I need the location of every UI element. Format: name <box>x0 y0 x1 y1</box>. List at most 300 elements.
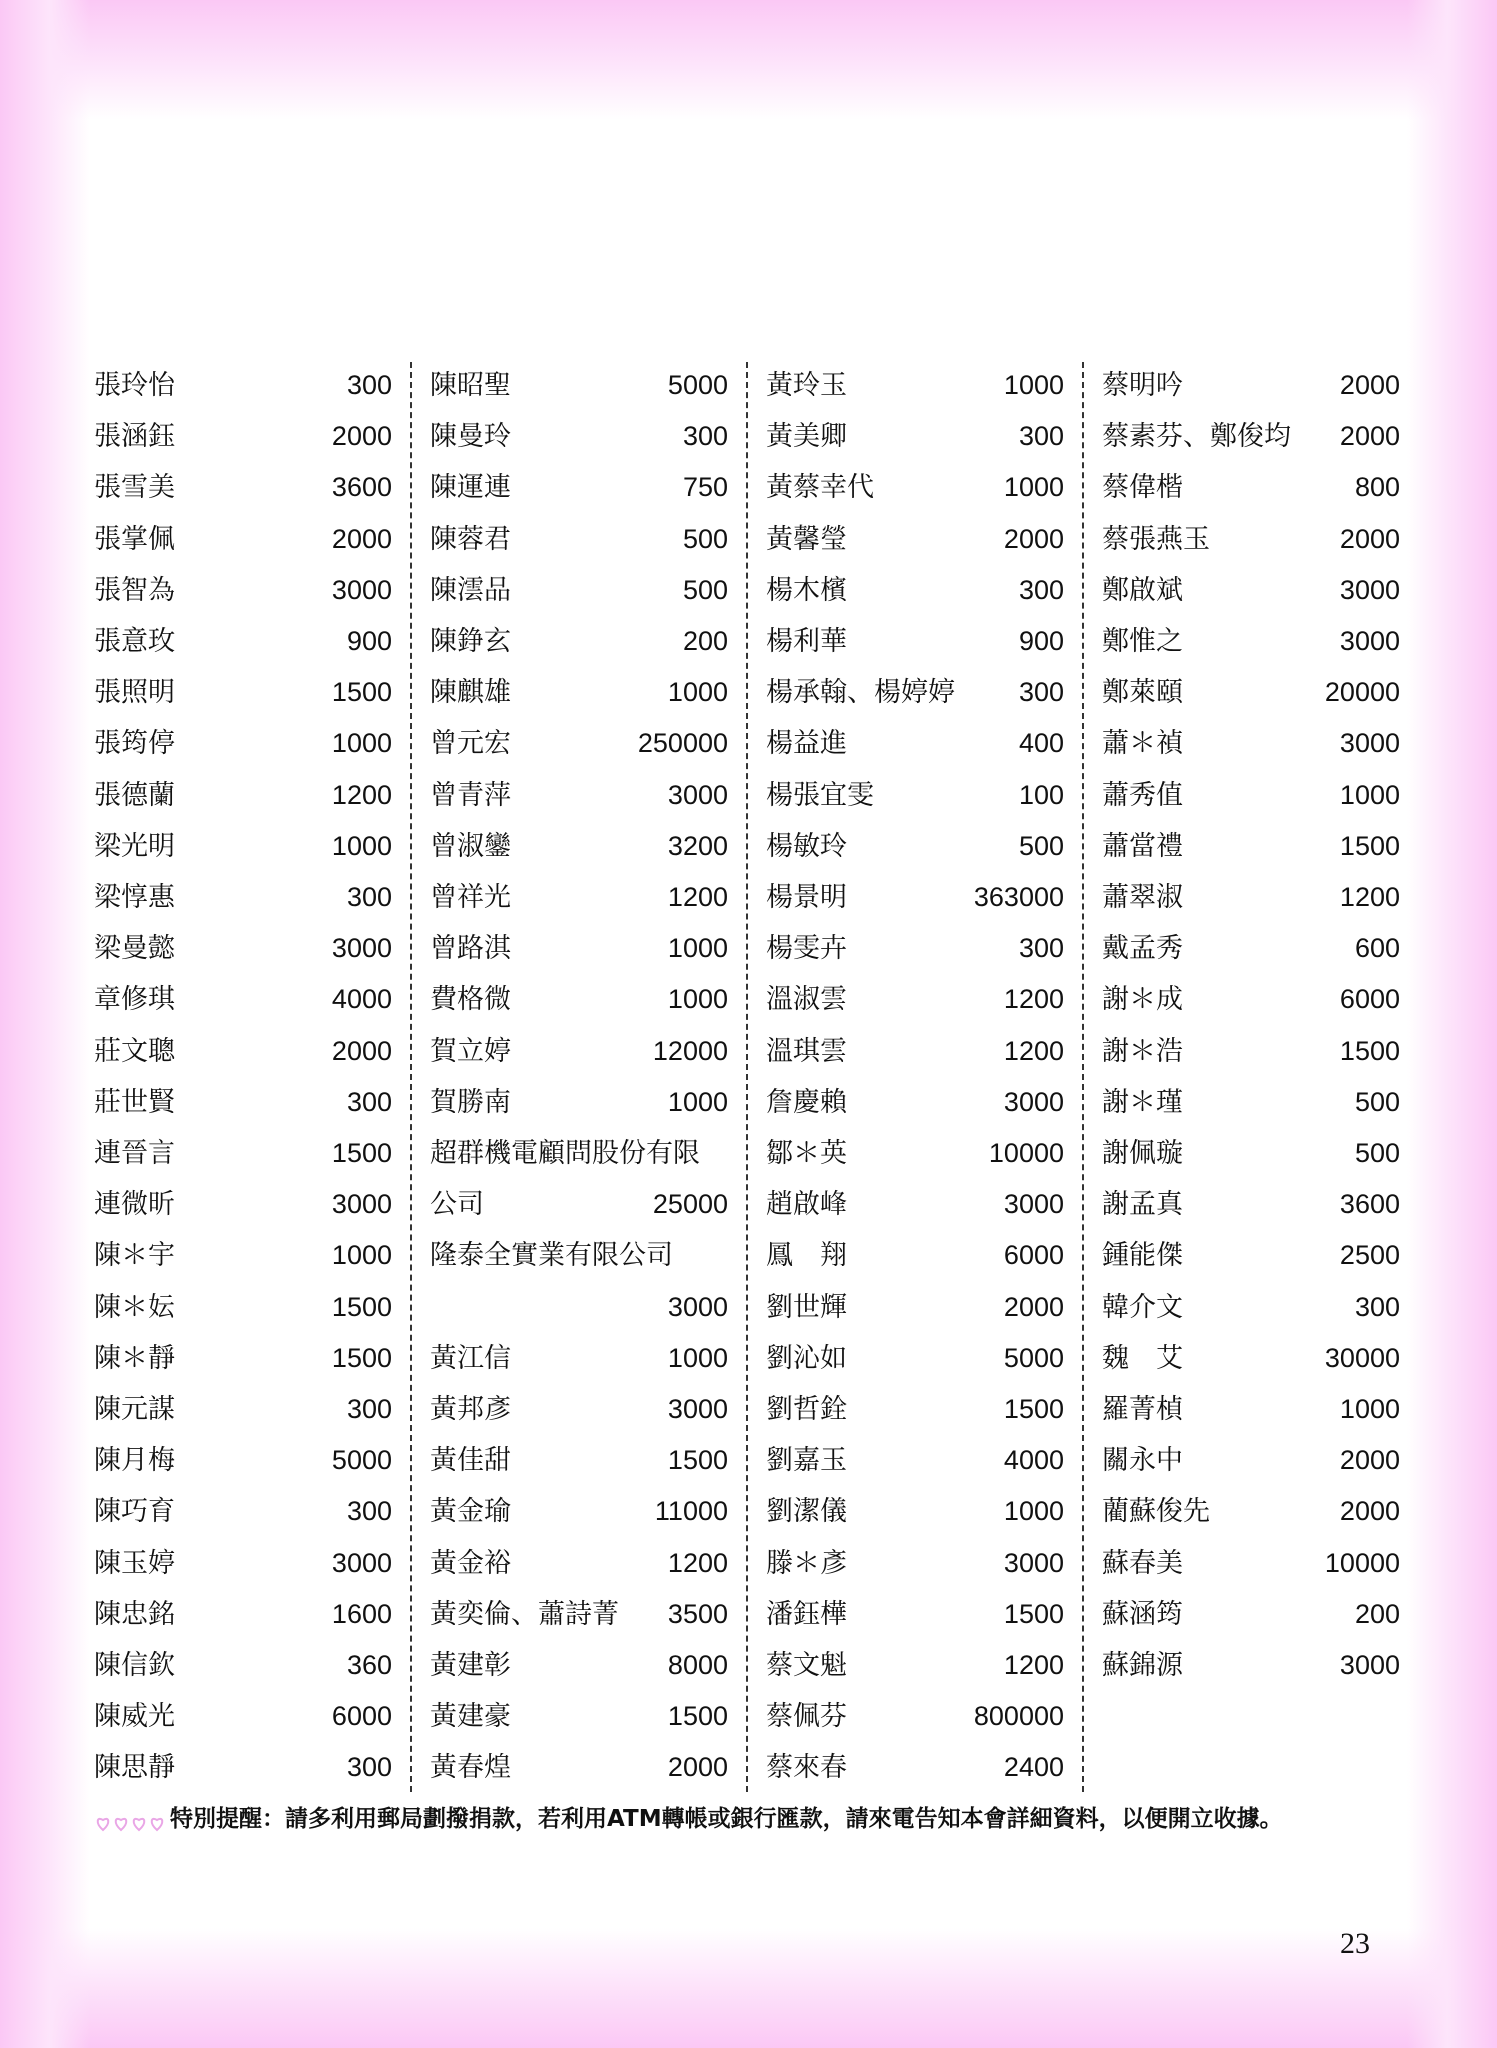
donor-row <box>424 1435 728 1486</box>
donation-amount: 1500 <box>331 1342 392 1373</box>
donor-row <box>760 360 1064 411</box>
donor-name: 詹慶賴 <box>766 1086 847 1118</box>
donor-row <box>760 1230 1064 1281</box>
donor-name: 賀勝南 <box>430 1086 511 1118</box>
donor-name: 陳＊靜 <box>94 1342 175 1374</box>
donation-amount: 2000 <box>1003 1291 1064 1322</box>
donor-name: 梁曼懿 <box>94 933 175 965</box>
donor-row <box>424 1691 728 1742</box>
donor-name: 費格微 <box>430 984 511 1016</box>
donation-amount: 250000 <box>637 728 728 759</box>
donor-row <box>1096 1333 1400 1384</box>
donation-amount: 750 <box>682 472 728 503</box>
donor-name: 張意玫 <box>94 626 175 657</box>
donation-amount: 500 <box>682 574 728 605</box>
donor-name: 黃馨瑩 <box>766 523 847 555</box>
donor-name: 楊利華 <box>766 626 847 657</box>
donor-name: 張涵鈺 <box>94 421 175 453</box>
donor-name: 隆泰全實業有限公司 <box>430 1240 673 1272</box>
donor-row <box>1096 667 1400 718</box>
donor-row <box>760 1128 1064 1179</box>
donor-row <box>88 974 392 1025</box>
donor-row <box>88 1230 392 1281</box>
donor-row <box>424 1128 728 1179</box>
donor-row <box>88 360 392 411</box>
donor-name: 謝＊成 <box>1102 984 1183 1016</box>
donation-amount: 1500 <box>667 1445 728 1476</box>
donor-name: 張照明 <box>94 677 175 709</box>
donor-name: 蔡素芬、鄭俊均 <box>1102 421 1291 453</box>
column-divider <box>1082 362 1084 1792</box>
donor-name: 楊雯卉 <box>766 933 847 965</box>
donor-name: 陳蓉君 <box>430 523 511 555</box>
donation-amount: 8000 <box>667 1650 728 1680</box>
donation-amount: 300 <box>346 1394 392 1424</box>
donor-row <box>1096 872 1400 923</box>
donor-row <box>424 1486 728 1537</box>
donor-name: 蕭秀值 <box>1102 779 1183 811</box>
donation-amount: 30000 <box>1324 1342 1400 1373</box>
donor-row <box>88 616 392 667</box>
donor-name: 梁惇惠 <box>94 882 175 913</box>
donor-row <box>1096 1384 1400 1435</box>
donation-amount: 360 <box>346 1650 392 1680</box>
donor-name: 鍾能傑 <box>1102 1240 1183 1272</box>
donor-name: 蘇涵筠 <box>1102 1598 1183 1630</box>
donation-amount: 300 <box>346 1086 392 1117</box>
donor-name: 鄭萊頤 <box>1102 677 1183 709</box>
donation-amount: 3000 <box>331 933 392 964</box>
donor-row <box>88 1691 392 1742</box>
donation-amount: 1200 <box>667 882 728 912</box>
donor-name: 蘇春美 <box>1102 1547 1183 1579</box>
donor-row <box>88 821 392 872</box>
donor-name: 黃金瑜 <box>430 1496 511 1528</box>
donation-amount: 400 <box>1018 728 1064 759</box>
donor-name: 潘鈺樺 <box>766 1598 847 1630</box>
donor-row <box>760 1435 1064 1486</box>
donor-name: 蔡文魁 <box>766 1650 847 1681</box>
donor-row <box>760 411 1064 462</box>
donor-row <box>760 1589 1064 1640</box>
donor-name: 楊益進 <box>766 728 847 760</box>
pink-frame-left <box>0 0 90 2048</box>
donor-row <box>760 565 1064 616</box>
donation-amount: 1500 <box>331 677 392 708</box>
donor-name: 藺蘇俊先 <box>1102 1496 1210 1528</box>
donation-amount: 900 <box>346 626 392 656</box>
donor-name: 溫淑雲 <box>766 984 847 1016</box>
donor-row <box>88 718 392 769</box>
donor-name: 陳威光 <box>94 1701 175 1733</box>
donor-name: 陳麒雄 <box>430 677 511 709</box>
donation-amount: 3000 <box>667 1291 728 1322</box>
donation-amount: 3000 <box>1339 728 1400 759</box>
donation-amount: 12000 <box>652 1035 728 1066</box>
donor-row <box>760 1640 1064 1691</box>
donor-name: 陳曼玲 <box>430 421 511 453</box>
donation-amount: 1500 <box>667 1701 728 1732</box>
donor-name: 張德蘭 <box>94 779 175 811</box>
donation-amount: 3000 <box>331 1189 392 1220</box>
donation-amount: 1000 <box>667 677 728 708</box>
donor-name: 劉世輝 <box>766 1291 847 1323</box>
donor-column-1 <box>88 360 406 1795</box>
donor-name: 蕭當禮 <box>1102 830 1183 862</box>
column-divider <box>410 362 412 1792</box>
donation-amount: 100 <box>1018 779 1064 810</box>
donation-amount: 500 <box>1354 1138 1400 1168</box>
donor-row <box>1096 1128 1400 1179</box>
donation-amount: 4000 <box>1003 1445 1064 1476</box>
donation-amount: 2000 <box>1003 523 1064 554</box>
donor-row <box>88 1128 392 1179</box>
donor-row <box>760 1077 1064 1128</box>
donor-name: 蘇錦源 <box>1102 1650 1183 1681</box>
donor-name: 陳元謀 <box>94 1394 175 1425</box>
donor-name: 黃建彰 <box>430 1650 511 1681</box>
donation-amount: 1000 <box>331 728 392 759</box>
donation-amount: 2000 <box>1339 523 1400 554</box>
donor-row <box>424 1230 728 1281</box>
donor-row <box>88 1435 392 1486</box>
donor-row <box>88 1333 392 1384</box>
donation-amount: 1500 <box>331 1138 392 1168</box>
donor-name: 溫琪雲 <box>766 1035 847 1067</box>
donation-amount: 200 <box>682 626 728 656</box>
donor-row <box>424 1640 728 1691</box>
hearts-icon <box>94 1808 168 1832</box>
donation-amount: 300 <box>1018 574 1064 605</box>
donation-amount: 1200 <box>1003 1035 1064 1066</box>
donor-row <box>1096 1282 1400 1333</box>
donor-name: 陳澐品 <box>430 574 511 606</box>
donation-amount: 500 <box>1018 830 1064 861</box>
donor-row <box>1096 923 1400 974</box>
donor-row <box>88 1077 392 1128</box>
donor-row <box>424 462 728 513</box>
donation-amount: 1000 <box>1003 370 1064 400</box>
donor-name: 楊敏玲 <box>766 830 847 862</box>
donor-name: 鄭惟之 <box>1102 626 1183 657</box>
donor-row <box>1096 1435 1400 1486</box>
donation-amount: 300 <box>346 370 392 400</box>
donation-amount: 1000 <box>331 1240 392 1271</box>
donation-amount: 2400 <box>1003 1752 1064 1783</box>
donor-row <box>424 1589 728 1640</box>
donor-name: 蔡來春 <box>766 1752 847 1784</box>
donation-amount: 3000 <box>1003 1086 1064 1117</box>
donation-amount: 300 <box>1018 933 1064 964</box>
donation-amount: 800 <box>1354 472 1400 503</box>
donor-row <box>760 1538 1064 1589</box>
donor-row <box>1096 1026 1400 1077</box>
donation-amount: 300 <box>346 1496 392 1527</box>
donor-row <box>424 514 728 565</box>
donor-row <box>424 616 728 667</box>
donor-row <box>1096 821 1400 872</box>
donation-amount: 3500 <box>667 1598 728 1629</box>
donor-row <box>424 411 728 462</box>
donation-amount: 2000 <box>331 421 392 452</box>
donor-name: 鳳 翔 <box>766 1240 847 1272</box>
donation-amount: 3600 <box>1339 1189 1400 1220</box>
donor-name: 章修琪 <box>94 984 175 1016</box>
donor-name: 陳＊宇 <box>94 1240 175 1272</box>
donor-row <box>88 514 392 565</box>
donor-name: 楊木檳 <box>766 574 847 606</box>
donation-amount: 1000 <box>667 1342 728 1373</box>
donor-name: 陳信欽 <box>94 1650 175 1681</box>
donor-row <box>760 1486 1064 1537</box>
donation-amount: 300 <box>346 1752 392 1783</box>
donor-row <box>424 974 728 1025</box>
donor-row <box>88 411 392 462</box>
donation-amount: 2000 <box>667 1752 728 1783</box>
donation-amount: 300 <box>1018 421 1064 452</box>
donor-row <box>424 565 728 616</box>
donation-amount: 1200 <box>667 1547 728 1578</box>
donation-amount: 1200 <box>331 779 392 810</box>
page-number: 23 <box>1340 1927 1370 1960</box>
donor-row <box>760 514 1064 565</box>
donor-name: 魏 艾 <box>1102 1342 1183 1374</box>
pink-frame-bottom <box>0 1928 1497 2048</box>
donor-row <box>1096 565 1400 616</box>
donor-name: 謝＊浩 <box>1102 1035 1183 1067</box>
donation-amount: 363000 <box>973 882 1064 912</box>
donor-row <box>424 1538 728 1589</box>
donor-name: 謝孟真 <box>1102 1189 1183 1221</box>
donor-name: 謝佩璇 <box>1102 1138 1183 1169</box>
donor-name: 蔡佩芬 <box>766 1701 847 1733</box>
donor-name: 羅菁楨 <box>1102 1394 1183 1425</box>
donor-name: 張筠停 <box>94 728 175 760</box>
donor-row <box>760 1179 1064 1230</box>
donor-row <box>1096 360 1400 411</box>
donor-name: 黃美卿 <box>766 421 847 453</box>
donation-amount: 6000 <box>1003 1240 1064 1271</box>
donor-row <box>760 667 1064 718</box>
donor-row <box>1096 1077 1400 1128</box>
donor-name: 蕭翠淑 <box>1102 882 1183 913</box>
donor-name: 陳昭聖 <box>430 370 511 401</box>
donor-row <box>760 821 1064 872</box>
donor-name: 陳巧育 <box>94 1496 175 1528</box>
donor-name: 公司 <box>430 1189 484 1221</box>
donation-amount: 5000 <box>1003 1342 1064 1373</box>
donor-name: 黃蔡幸代 <box>766 472 874 504</box>
donation-amount: 11000 <box>654 1496 728 1527</box>
donation-amount: 3000 <box>1003 1189 1064 1220</box>
donation-amount: 1000 <box>1003 1496 1064 1527</box>
donor-row <box>1096 514 1400 565</box>
donation-amount: 500 <box>682 523 728 554</box>
donor-row <box>1096 1179 1400 1230</box>
donation-amount: 1500 <box>1003 1394 1064 1424</box>
donor-name: 賀立婷 <box>430 1035 511 1067</box>
donor-row <box>1096 411 1400 462</box>
donation-amount: 10000 <box>988 1138 1064 1168</box>
donor-name: 楊承翰、楊婷婷 <box>766 677 955 709</box>
donor-row <box>424 1179 728 1230</box>
donor-row <box>760 1691 1064 1742</box>
donation-amount: 900 <box>1018 626 1064 656</box>
donor-row <box>760 1333 1064 1384</box>
donor-row <box>424 360 728 411</box>
donor-name: 黃春煌 <box>430 1752 511 1784</box>
donor-name: 黃佳甜 <box>430 1445 511 1477</box>
donation-amount: 2000 <box>1339 1496 1400 1527</box>
donor-row <box>424 1026 728 1077</box>
donor-row <box>88 1179 392 1230</box>
donor-row <box>88 1589 392 1640</box>
donation-amount: 300 <box>1354 1291 1400 1322</box>
donor-name: 蔡明吟 <box>1102 370 1183 401</box>
donor-name: 劉潔儀 <box>766 1496 847 1528</box>
donor-name: 鄭啟斌 <box>1102 574 1183 606</box>
donor-name: 陳月梅 <box>94 1445 175 1477</box>
donor-row <box>760 462 1064 513</box>
donation-amount: 3000 <box>667 779 728 810</box>
donation-amount: 2500 <box>1339 1240 1400 1271</box>
donor-name: 謝＊瑾 <box>1102 1086 1183 1118</box>
donor-row <box>760 718 1064 769</box>
donation-amount: 1500 <box>331 1291 392 1322</box>
donor-name: 楊景明 <box>766 882 847 913</box>
donation-amount: 5000 <box>667 370 728 400</box>
notice-line <box>94 1799 1414 1839</box>
donor-name: 莊世賢 <box>94 1086 175 1118</box>
donor-row <box>424 770 728 821</box>
donation-amount: 1000 <box>1339 1394 1400 1424</box>
donor-row <box>760 923 1064 974</box>
donor-name: 蕭＊禎 <box>1102 728 1183 760</box>
donor-name: 楊張宜雯 <box>766 779 874 811</box>
donor-row <box>424 872 728 923</box>
donor-row <box>88 1538 392 1589</box>
donation-amount: 1200 <box>1003 984 1064 1015</box>
donor-row <box>1096 1486 1400 1537</box>
donor-row <box>424 1333 728 1384</box>
donor-name: 黃玲玉 <box>766 370 847 401</box>
donor-row <box>1096 462 1400 513</box>
donor-row <box>424 821 728 872</box>
donation-amount: 3000 <box>667 1394 728 1424</box>
donation-amount: 4000 <box>331 984 392 1015</box>
donor-row <box>760 1384 1064 1435</box>
donor-name: 陳運連 <box>430 472 511 504</box>
donor-column-3 <box>760 360 1078 1795</box>
donor-name: 曾青萍 <box>430 779 511 811</box>
donor-row <box>1096 1230 1400 1281</box>
donor-row <box>424 667 728 718</box>
pink-frame-top <box>0 0 1497 120</box>
donor-name: 黃金裕 <box>430 1547 511 1579</box>
donation-amount: 2000 <box>1339 1445 1400 1476</box>
donation-amount: 2000 <box>1339 421 1400 452</box>
donor-row <box>424 1384 728 1435</box>
donor-name: 陳思靜 <box>94 1752 175 1784</box>
donation-amount: 2000 <box>331 1035 392 1066</box>
donor-name: 蔡偉楷 <box>1102 472 1183 504</box>
donor-row <box>760 1742 1064 1793</box>
donation-amount: 1000 <box>667 984 728 1015</box>
donation-amount: 3000 <box>1339 626 1400 656</box>
donation-amount: 1500 <box>1003 1598 1064 1629</box>
donor-row <box>88 923 392 974</box>
donation-amount: 300 <box>682 421 728 452</box>
donation-amount: 600 <box>1354 933 1400 964</box>
donor-row <box>424 1742 728 1793</box>
donor-name: 曾路淇 <box>430 933 511 965</box>
donor-row <box>1096 616 1400 667</box>
donation-amount: 1200 <box>1003 1650 1064 1680</box>
donor-name: 劉哲銓 <box>766 1394 847 1425</box>
donation-amount: 800000 <box>973 1701 1064 1732</box>
donation-amount: 1000 <box>331 830 392 861</box>
donor-row <box>88 1026 392 1077</box>
donation-amount: 1000 <box>1003 472 1064 503</box>
donor-name: 陳錚玄 <box>430 626 511 657</box>
donor-name: 滕＊彥 <box>766 1547 847 1579</box>
donor-row <box>1096 1640 1400 1691</box>
donor-row <box>1096 718 1400 769</box>
notice-text: 特別提醒：請多利用郵局劃撥捐款，若利用ATM轉帳或銀行匯款，請來電告知本會詳細資料，以便開立收據。 <box>170 1806 1283 1832</box>
donor-row <box>424 1077 728 1128</box>
donation-amount: 3000 <box>1339 574 1400 605</box>
donor-name: 張智為 <box>94 574 175 606</box>
donor-name: 蔡張燕玉 <box>1102 523 1210 555</box>
donor-name: 黃奕倫、蕭詩菁 <box>430 1598 619 1630</box>
donor-name: 莊文聰 <box>94 1035 175 1067</box>
donor-name: 張雪美 <box>94 472 175 504</box>
donor-row <box>760 1026 1064 1077</box>
donation-amount: 3200 <box>667 830 728 861</box>
donation-amount: 1500 <box>1339 830 1400 861</box>
donor-name: 陳＊妘 <box>94 1291 175 1323</box>
donor-name: 黃建豪 <box>430 1701 511 1733</box>
donation-amount: 1000 <box>667 933 728 964</box>
donation-amount: 1000 <box>1339 779 1400 810</box>
donation-amount: 2000 <box>331 523 392 554</box>
donation-amount: 1000 <box>667 1086 728 1117</box>
donor-name: 梁光明 <box>94 830 175 862</box>
donor-row <box>88 1384 392 1435</box>
donor-name: 黃江信 <box>430 1342 511 1374</box>
donation-amount: 10000 <box>1324 1547 1400 1578</box>
donation-amount: 6000 <box>331 1701 392 1732</box>
donation-amount: 200 <box>1354 1598 1400 1629</box>
donation-amount: 3000 <box>1003 1547 1064 1578</box>
donor-name: 連晉言 <box>94 1138 175 1169</box>
donor-row <box>88 1486 392 1537</box>
donor-row <box>760 616 1064 667</box>
donor-name: 戴孟秀 <box>1102 933 1183 965</box>
donation-amount: 5000 <box>331 1445 392 1476</box>
donor-name: 陳玉婷 <box>94 1547 175 1579</box>
donor-row <box>88 1282 392 1333</box>
donor-row <box>88 667 392 718</box>
donor-column-2 <box>424 360 742 1795</box>
donor-name: 曾淑鑾 <box>430 830 511 862</box>
donor-row <box>1096 1538 1400 1589</box>
donor-row <box>1096 770 1400 821</box>
donor-name: 超群機電顧問股份有限 <box>430 1138 700 1169</box>
donor-row <box>1096 974 1400 1025</box>
donor-row <box>760 1282 1064 1333</box>
donor-row <box>88 872 392 923</box>
